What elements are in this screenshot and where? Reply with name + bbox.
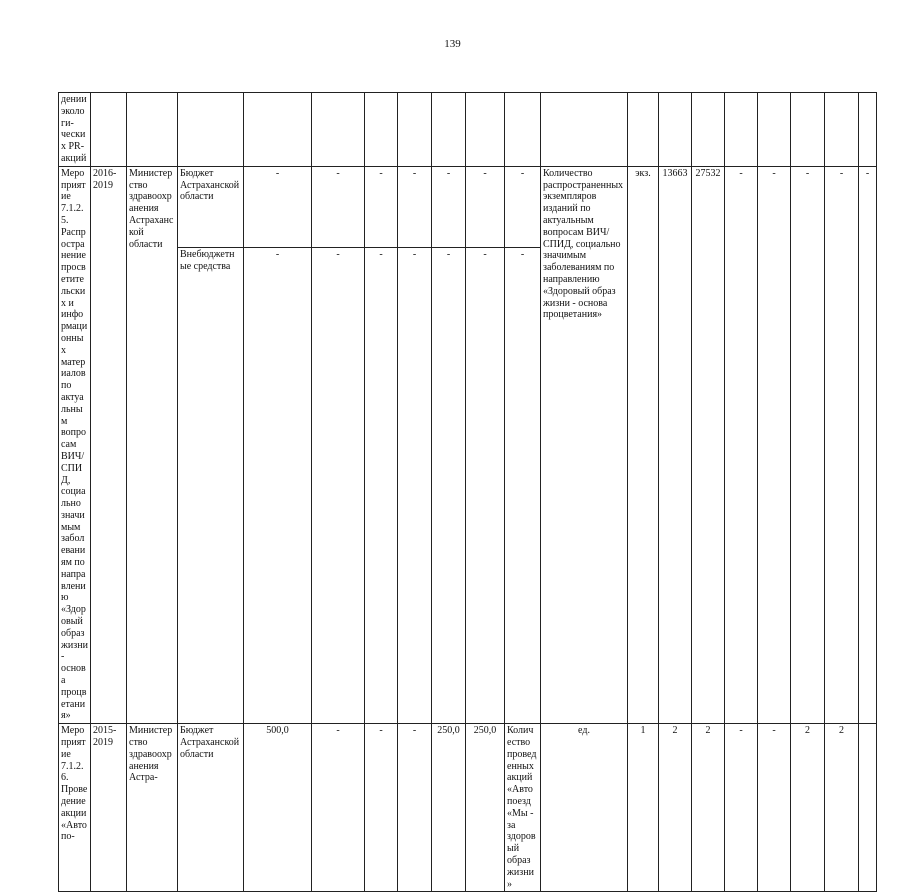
value-cell: 250,0 (466, 724, 505, 892)
indicator-value-cell: - (725, 166, 758, 723)
unit-cell: экз. (628, 166, 659, 723)
executor-cell: Министерство здравоохранения Астра- (127, 724, 178, 892)
indicator-value-cell: - (758, 724, 791, 892)
activity-name-cell: Мероприятие 7.1.2.6. Проведение акции «Автопо- (59, 724, 91, 892)
indicator-value-cell: - (825, 166, 859, 723)
value-cell: - (365, 248, 398, 724)
indicator-cell: Количество распространенных экземпляров изданий по актуальным вопросам ВИЧ/ СПИД, социально значимым заболеваниям по направлению «Здоровый образ жизни - основа процветания» (541, 166, 628, 723)
indicator-value-cell: 13663 (659, 166, 692, 723)
indicator-value-cell: - (859, 166, 877, 723)
value-cell: - (312, 248, 365, 724)
indicator-value-cell: 2 (659, 724, 692, 892)
value-cell: - (365, 166, 398, 247)
indicator-value-cell: 2 (692, 724, 725, 892)
program-activities-table (58, 92, 877, 892)
years-cell: 2015-2019 (91, 724, 127, 892)
value-cell: 250,0 (432, 724, 466, 892)
indicator-cell: Количество проведенных акций «Автопоезд «Мы - за здоровый образ жизни» (505, 724, 541, 892)
years-cell: 2016-2019 (91, 166, 127, 723)
funding-source-cell: Бюджет Астраханской области (178, 724, 244, 892)
indicator-value-cell: 1 (628, 724, 659, 892)
value-cell: - (398, 724, 432, 892)
activity-name-cell: Мероприятие 7.1.2.5. Распространение просветительских и информационных материалов по актуальным вопросам ВИЧ/ СПИД, социально значимым заболеваниям по направлению «Здоровый образ жизни - основа процветания» (59, 166, 91, 723)
value-cell: - (505, 248, 541, 724)
value-cell: - (244, 248, 312, 724)
executor-cell: Министерство здравоохранения Астраханской области (127, 166, 178, 723)
value-cell: - (432, 166, 466, 247)
table-row (59, 93, 877, 167)
funding-source-cell: Внебюджетные средства (178, 248, 244, 724)
indicator-value-cell: 2 (791, 724, 825, 892)
indicator-value-cell: - (725, 724, 758, 892)
table-row (59, 724, 877, 892)
indicator-value-cell: 2 (825, 724, 859, 892)
unit-cell: ед. (541, 724, 628, 892)
value-cell: - (398, 248, 432, 724)
indicator-value-cell: - (791, 166, 825, 723)
page-number: 139 (444, 38, 461, 50)
activity-name-cell: дении экологи-ческих PR-акций (59, 93, 91, 167)
value-cell: - (312, 166, 365, 247)
value-cell: 500,0 (244, 724, 312, 892)
value-cell: - (312, 724, 365, 892)
table-row (59, 166, 877, 247)
value-cell: - (432, 248, 466, 724)
value-cell: - (398, 166, 432, 247)
value-cell: - (244, 166, 312, 247)
value-cell: - (466, 248, 505, 724)
indicator-value-cell: 27532 (692, 166, 725, 723)
funding-source-cell: Бюджет Астраханской области (178, 166, 244, 247)
value-cell: - (365, 724, 398, 892)
indicator-value-cell: - (758, 166, 791, 723)
value-cell: - (466, 166, 505, 247)
value-cell: - (505, 166, 541, 247)
